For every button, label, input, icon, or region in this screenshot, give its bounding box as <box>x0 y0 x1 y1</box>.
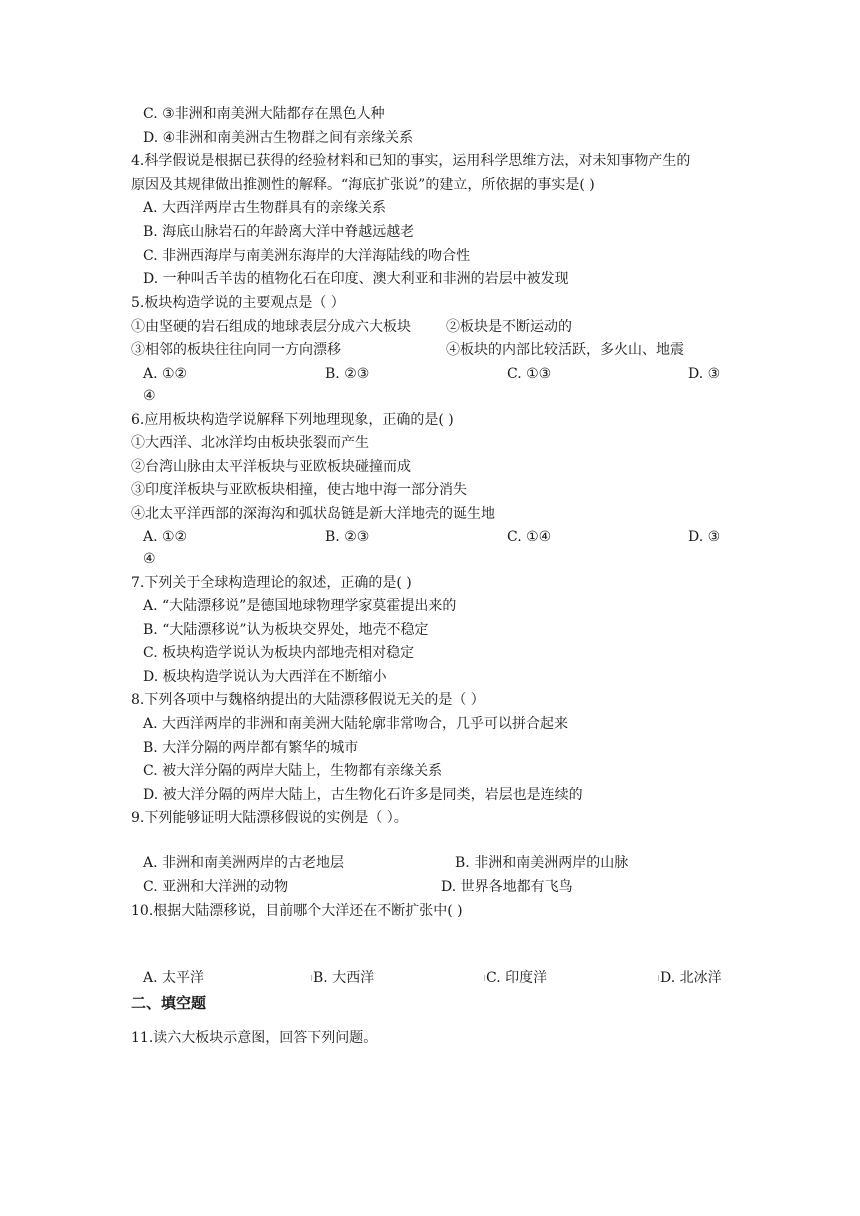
q6-option-d: D. ③ <box>688 529 721 545</box>
q6-statement-2: ②台湾山脉由太平洋板块与亚欧板块碰撞而成 <box>131 459 411 475</box>
q5-statement-1: ①由坚硬的岩石组成的地球表层分成六大板块 <box>131 319 411 335</box>
q4-stem-line1: 4.科学假说是根据已获得的经验材料和已知的事实，运用科学思维方法，对未知事物产生的 <box>131 153 691 169</box>
option-divider <box>658 975 659 981</box>
q6-option-b: B. ②③ <box>325 529 370 545</box>
q5-stem: 5.板块构造学说的主要观点是（ ） <box>131 295 345 311</box>
option-divider <box>484 975 485 981</box>
q9-stem: 9.下列能够证明大陆漂移假说的实例是（ ）。 <box>131 810 408 826</box>
q5-option-b: B. ②③ <box>325 366 370 382</box>
q7-stem: 7.下列关于全球构造理论的叙述，正确的是( ) <box>131 575 412 591</box>
q3-option-c: C. ③非洲和南美洲大陆都存在黑色人种 <box>143 106 385 122</box>
q10-option-a: A. 太平洋 <box>143 970 205 986</box>
q5-statement-2: ②板块是不断运动的 <box>446 319 572 335</box>
q5-statement-3: ③相邻的板块往往向同一方向漂移 <box>131 342 341 358</box>
section-heading: 二、填空题 <box>131 994 207 1012</box>
q4-option-c: C. 非洲西海岸与南美洲东海岸的大洋海陆线的吻合性 <box>143 248 471 264</box>
q4-option-a: A. 大西洋两岸古生物群具有的亲缘关系 <box>143 200 387 216</box>
q3-option-d: D. ④非洲和南美洲古生物群之间有亲缘关系 <box>143 130 414 146</box>
q5-statement-4: ④板块的内部比较活跃，多火山、地震 <box>446 342 684 358</box>
q8-option-d: D. 被大洋分隔的两岸大陆上，古生物化石许多是同类，岩层也是连续的 <box>143 787 583 803</box>
q5-option-a: A. ①② <box>143 366 188 382</box>
q5-option-d-wrap: ④ <box>143 388 156 404</box>
q9-option-a: A. 非洲和南美洲两岸的古老地层 <box>143 855 345 871</box>
q8-option-c: C. 被大洋分隔的两岸大陆上，生物都有亲缘关系 <box>143 763 443 779</box>
q7-option-d: D. 板块构造学说认为大西洋在不断缩小 <box>143 669 387 685</box>
q9-option-c: C. 亚洲和大洋洲的动物 <box>143 879 289 895</box>
q7-option-c: C. 板块构造学说认为板块内部地壳相对稳定 <box>143 645 415 661</box>
option-divider <box>311 975 312 981</box>
q6-statement-3: ③印度洋板块与亚欧板块相撞，使古地中海一部分消失 <box>131 482 467 498</box>
q8-option-a: A. 大西洋两岸的非洲和南美洲大陆轮廓非常吻合，几乎可以拼合起来 <box>143 716 569 732</box>
q4-option-b: B. 海底山脉岩石的年龄离大洋中脊越远越老 <box>143 224 415 240</box>
q8-option-b: B. 大洋分隔的两岸都有繁华的城市 <box>143 740 359 756</box>
q6-option-c: C. ①④ <box>507 529 552 545</box>
q6-option-a: A. ①② <box>143 529 188 545</box>
q4-stem-line2: 原因及其规律做出推测性的解释。“海底扩张说”的建立，所依据的事实是( ) <box>131 177 595 193</box>
q8-stem: 8.下列各项中与魏格纳提出的大陆漂移假说无关的是（ ） <box>131 692 485 708</box>
q5-option-c: C. ①③ <box>507 366 552 382</box>
q5-option-d: D. ③ <box>688 366 721 382</box>
q10-stem: 10.根据大陆漂移说，目前哪个大洋还在不断扩张中( ) <box>131 903 463 919</box>
q10-option-c: C. 印度洋 <box>486 970 548 986</box>
q9-option-b: B. 非洲和南美洲两岸的山脉 <box>455 855 629 871</box>
q6-stem: 6.应用板块构造学说解释下列地理现象，正确的是( ) <box>131 412 454 428</box>
q7-option-b: B. “大陆漂移说”认为板块交界处，地壳不稳定 <box>143 622 429 638</box>
q6-statement-4: ④北太平洋西部的深海沟和弧状岛链是新大洋地壳的诞生地 <box>131 506 495 522</box>
q11-stem: 11.读六大板块示意图，回答下列问题。 <box>131 1030 378 1046</box>
q6-statement-1: ①大西洋、北冰洋均由板块张裂而产生 <box>131 435 369 451</box>
q10-option-b: B. 大西洋 <box>313 970 375 986</box>
q7-option-a: A. “大陆漂移说”是德国地球物理学家莫霍提出来的 <box>143 598 457 614</box>
q9-option-d: D. 世界各地都有飞鸟 <box>441 879 573 895</box>
q6-option-d-wrap: ④ <box>143 551 156 567</box>
q4-option-d: D. 一种叫舌羊齿的植物化石在印度、澳大利亚和非洲的岩层中被发现 <box>143 271 569 287</box>
q10-option-d: D. 北冰洋 <box>660 970 722 986</box>
